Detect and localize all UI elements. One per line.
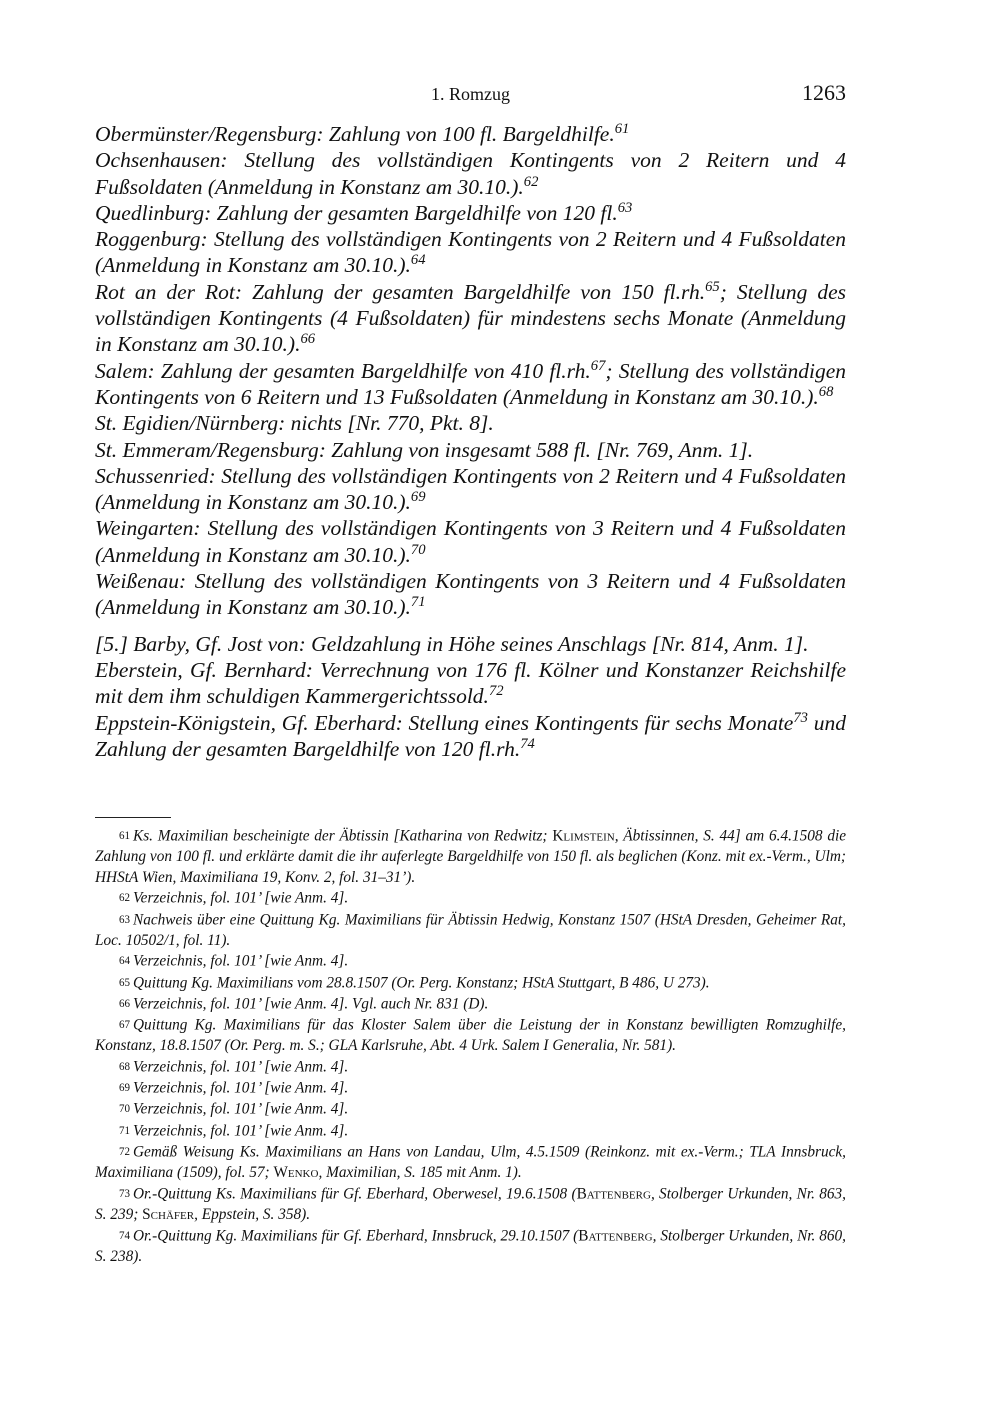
footnote: 67 Quittung Kg. Maximilians für das Kloster Salem über die Leistung der in Konstanz bewilligten Romzughilfe, Konstanz, 18.8.1507 (Or. Perg. m. S.; GLA Karlsruhe, Abt. 4 Urk. Salem I Generalia, Nr. 581). (95, 1016, 846, 1055)
entry-rot-an-der-rot: Rot an der Rot: Zahlung der gesamten Bargeldhilfe von 150 fl.rh.$^{65}$; Stellung des vollständigen Kontingents (4 Fußsoldaten) für mindestens sechs Monate (Anmeldung in Konstanz am 30.10.).$^{66}$ (95, 278, 846, 357)
footnote: 64 Verzeichnis, fol. 101’ [wie Anm. 4]. (119, 953, 349, 971)
running-title: 1. Romzug (431, 84, 510, 104)
footnotes (95, 826, 846, 1267)
footnote-number: 61 (119, 830, 130, 842)
entry-barby: [5.] Barby, Gf. Jost von: Geldzahlung in Höhe seines Anschlags [Nr. 814, Anm. 1]. (95, 631, 809, 656)
footnote-ref[interactable]: 71 (410, 594, 426, 611)
entry-weingarten: Weingarten: Stellung des vollständigen Kontingents von 3 Reitern und 4 Fußsoldaten (Anmeldung in Konstanz am 30.10.).$^{70}$ (95, 516, 846, 567)
entry-ochsenhausen: Ochsenhausen: Stellung des vollständigen Kontingents von 2 Reitern und 4 Fußsoldaten (Anmeldung in Konstanz am 30.10.).$^{62}$ (95, 148, 846, 199)
footnote-number: 74 (119, 1229, 130, 1242)
entry-quedlinburg: Quedlinburg: Zahlung der gesamten Bargeldhilfe von 120 fl.$^{63}$ (95, 199, 633, 225)
footnote-ref[interactable]: 63 (617, 199, 633, 216)
footnote-number: 71 (119, 1124, 130, 1137)
footnote-number: 68 (119, 1061, 130, 1074)
footnote-number: 67 (119, 1019, 130, 1032)
footnote: 71 Verzeichnis, fol. 101’ [wie Anm. 4]. (119, 1122, 349, 1140)
entry-salem: Salem: Zahlung der gesamten Bargeldhilfe von 410 fl.rh.$^{67}$; Stellung des vollständigen Kontingents von 6 Reitern und 13 Fußsoldaten (Anmeldung in Konstanz am 30.10.).$^{68}$ (95, 357, 846, 409)
footnote-number: 72 (119, 1145, 130, 1158)
footnote: 66 Verzeichnis, fol. 101’ [wie Anm. 4]. Vgl. auch Nr. 831 (D). (119, 995, 489, 1013)
footnote: 61 Ks. Maximilian bescheinigte der Äbtissin [Katharina von Redwitz; Klimstein, Äbtissinnen, S. 44] am 6.4.1508 die Zahlung von 100 fl. und erklärte damit die ihr auferlegte Bargeldhilfe von 150 fl. als beglichen (Konz. mit ex.-Verm., Ulm; HHStA Wien, Maximiliana 19, Konv. 2, fol. 31–31’). (95, 827, 847, 886)
footnote-ref[interactable]: 70 (410, 541, 426, 558)
footnote-ref[interactable]: 68 (818, 383, 834, 400)
entry-st-emmeram: St. Emmeram/Regensburg: Zahlung von insgesamt 588 fl. [Nr. 769, Anm. 1]. (95, 437, 754, 462)
entry-obermuenster: Obermünster/Regensburg: Zahlung von 100 fl. Bargeldhilfe.$^{61}$ (95, 120, 630, 146)
footnote: 69 Verzeichnis, fol. 101’ [wie Anm. 4]. (119, 1079, 349, 1097)
footnote-number: 69 (119, 1082, 130, 1095)
footnote: 63 Nachweis über eine Quittung Kg. Maximilians für Äbtissin Hedwig, Konstanz 1507 (HStA Dresden, Geheimer Rat, Loc. 10502/1, fol. 11). (95, 911, 846, 949)
entry-schussenried: Schussenried: Stellung des vollständigen Kontingents von 2 Reitern und 4 Fußsoldaten (Anmeldung in Konstanz am 30.10.).$^{69}$ (95, 463, 846, 515)
footnote-number: 62 (119, 892, 130, 905)
footnote-ref[interactable]: 62 (523, 173, 539, 190)
footnote: 68 Verzeichnis, fol. 101’ [wie Anm. 4]. (119, 1058, 349, 1076)
entry-st-egidien: St. Egidien/Nürnberg: nichts [Nr. 770, Pkt. 8]. (95, 411, 494, 436)
footnote-number: 70 (119, 1103, 130, 1116)
entry-weissenau: Weißenau: Stellung des vollständigen Kontingents von 3 Reitern und 4 Fußsoldaten (Anmeldung in Konstanz am 30.10.).$^{71}$ (95, 569, 846, 620)
footnote-ref[interactable]: 74 (520, 735, 535, 752)
footnote-ref[interactable]: 61 (614, 120, 630, 137)
footnote-ref[interactable]: 67 (590, 357, 606, 374)
main-text (95, 121, 846, 762)
footnote-number: 63 (119, 913, 130, 926)
footnote-number: 64 (119, 955, 130, 968)
footnote: 70 Verzeichnis, fol. 101’ [wie Anm. 4]. (119, 1101, 349, 1119)
entry-roggenburg: Roggenburg: Stellung des vollständigen Kontingents von 2 Reitern und 4 Fußsoldaten (Anmeldung in Konstanz am 30.10.).$^{64}$ (95, 227, 846, 278)
entry-eppstein: Eppstein-Königstein, Gf. Eberhard: Stellung eines Kontingents für sechs Monate$^{73}$ und Zahlung der gesamten Bargeldhilfe von 120 fl.rh.$^{74}$ (95, 709, 846, 761)
footnote: 73 Or.-Quittung Ks. Maximilians für Gf. Eberhard, Oberwesel, 19.6.1508 (Battenberg, Stolberger Urkunden, Nr. 863, S. 239; Schäfer, Eppstein, S. 358). (95, 1185, 847, 1224)
footnote-ref[interactable]: 66 (300, 331, 316, 348)
footnote: 74 Or.-Quittung Kg. Maximilians für Gf. Eberhard, Innsbruck, 29.10.1507 (Battenberg, Stolberger Urkunden, Nr. 860, S. 238). (95, 1227, 846, 1265)
footnote-ref[interactable]: 69 (410, 489, 426, 506)
footnote: 62 Verzeichnis, fol. 101’ [wie Anm. 4]. (119, 890, 349, 908)
entry-eberstein: Eberstein, Gf. Bernhard: Verrechnung von 176 fl. Kölner und Konstanzer Reichshilfe mit dem ihm schuldigen Kammergerichtssold.$^{72}$ (95, 657, 846, 709)
page-header (95, 80, 846, 110)
footnote: 65 Quittung Kg. Maximilians vom 28.8.1507 (Or. Perg. Konstanz; HStA Stuttgart, B 486, U 273). (119, 974, 710, 992)
footnote-divider (95, 817, 171, 818)
footnote-number: 66 (119, 997, 130, 1010)
footnote-ref[interactable]: 65 (705, 278, 720, 295)
footnote: 72 Gemäß Weisung Ks. Maximilians an Hans von Landau, Ulm, 4.5.1509 (Reinkonz. mit ex.-Verm.; TLA Innsbruck, Maximiliana (1509), fol. 57; Wenko, Maximilian, S. 185 mit Anm. 1). (95, 1143, 846, 1182)
footnote-ref[interactable]: 73 (793, 709, 808, 726)
footnote-ref[interactable]: 72 (488, 683, 504, 700)
footnote-number: 73 (119, 1187, 130, 1200)
footnote-number: 65 (119, 976, 130, 989)
page-number: 1263 (802, 80, 846, 105)
footnote-ref[interactable]: 64 (410, 252, 426, 269)
